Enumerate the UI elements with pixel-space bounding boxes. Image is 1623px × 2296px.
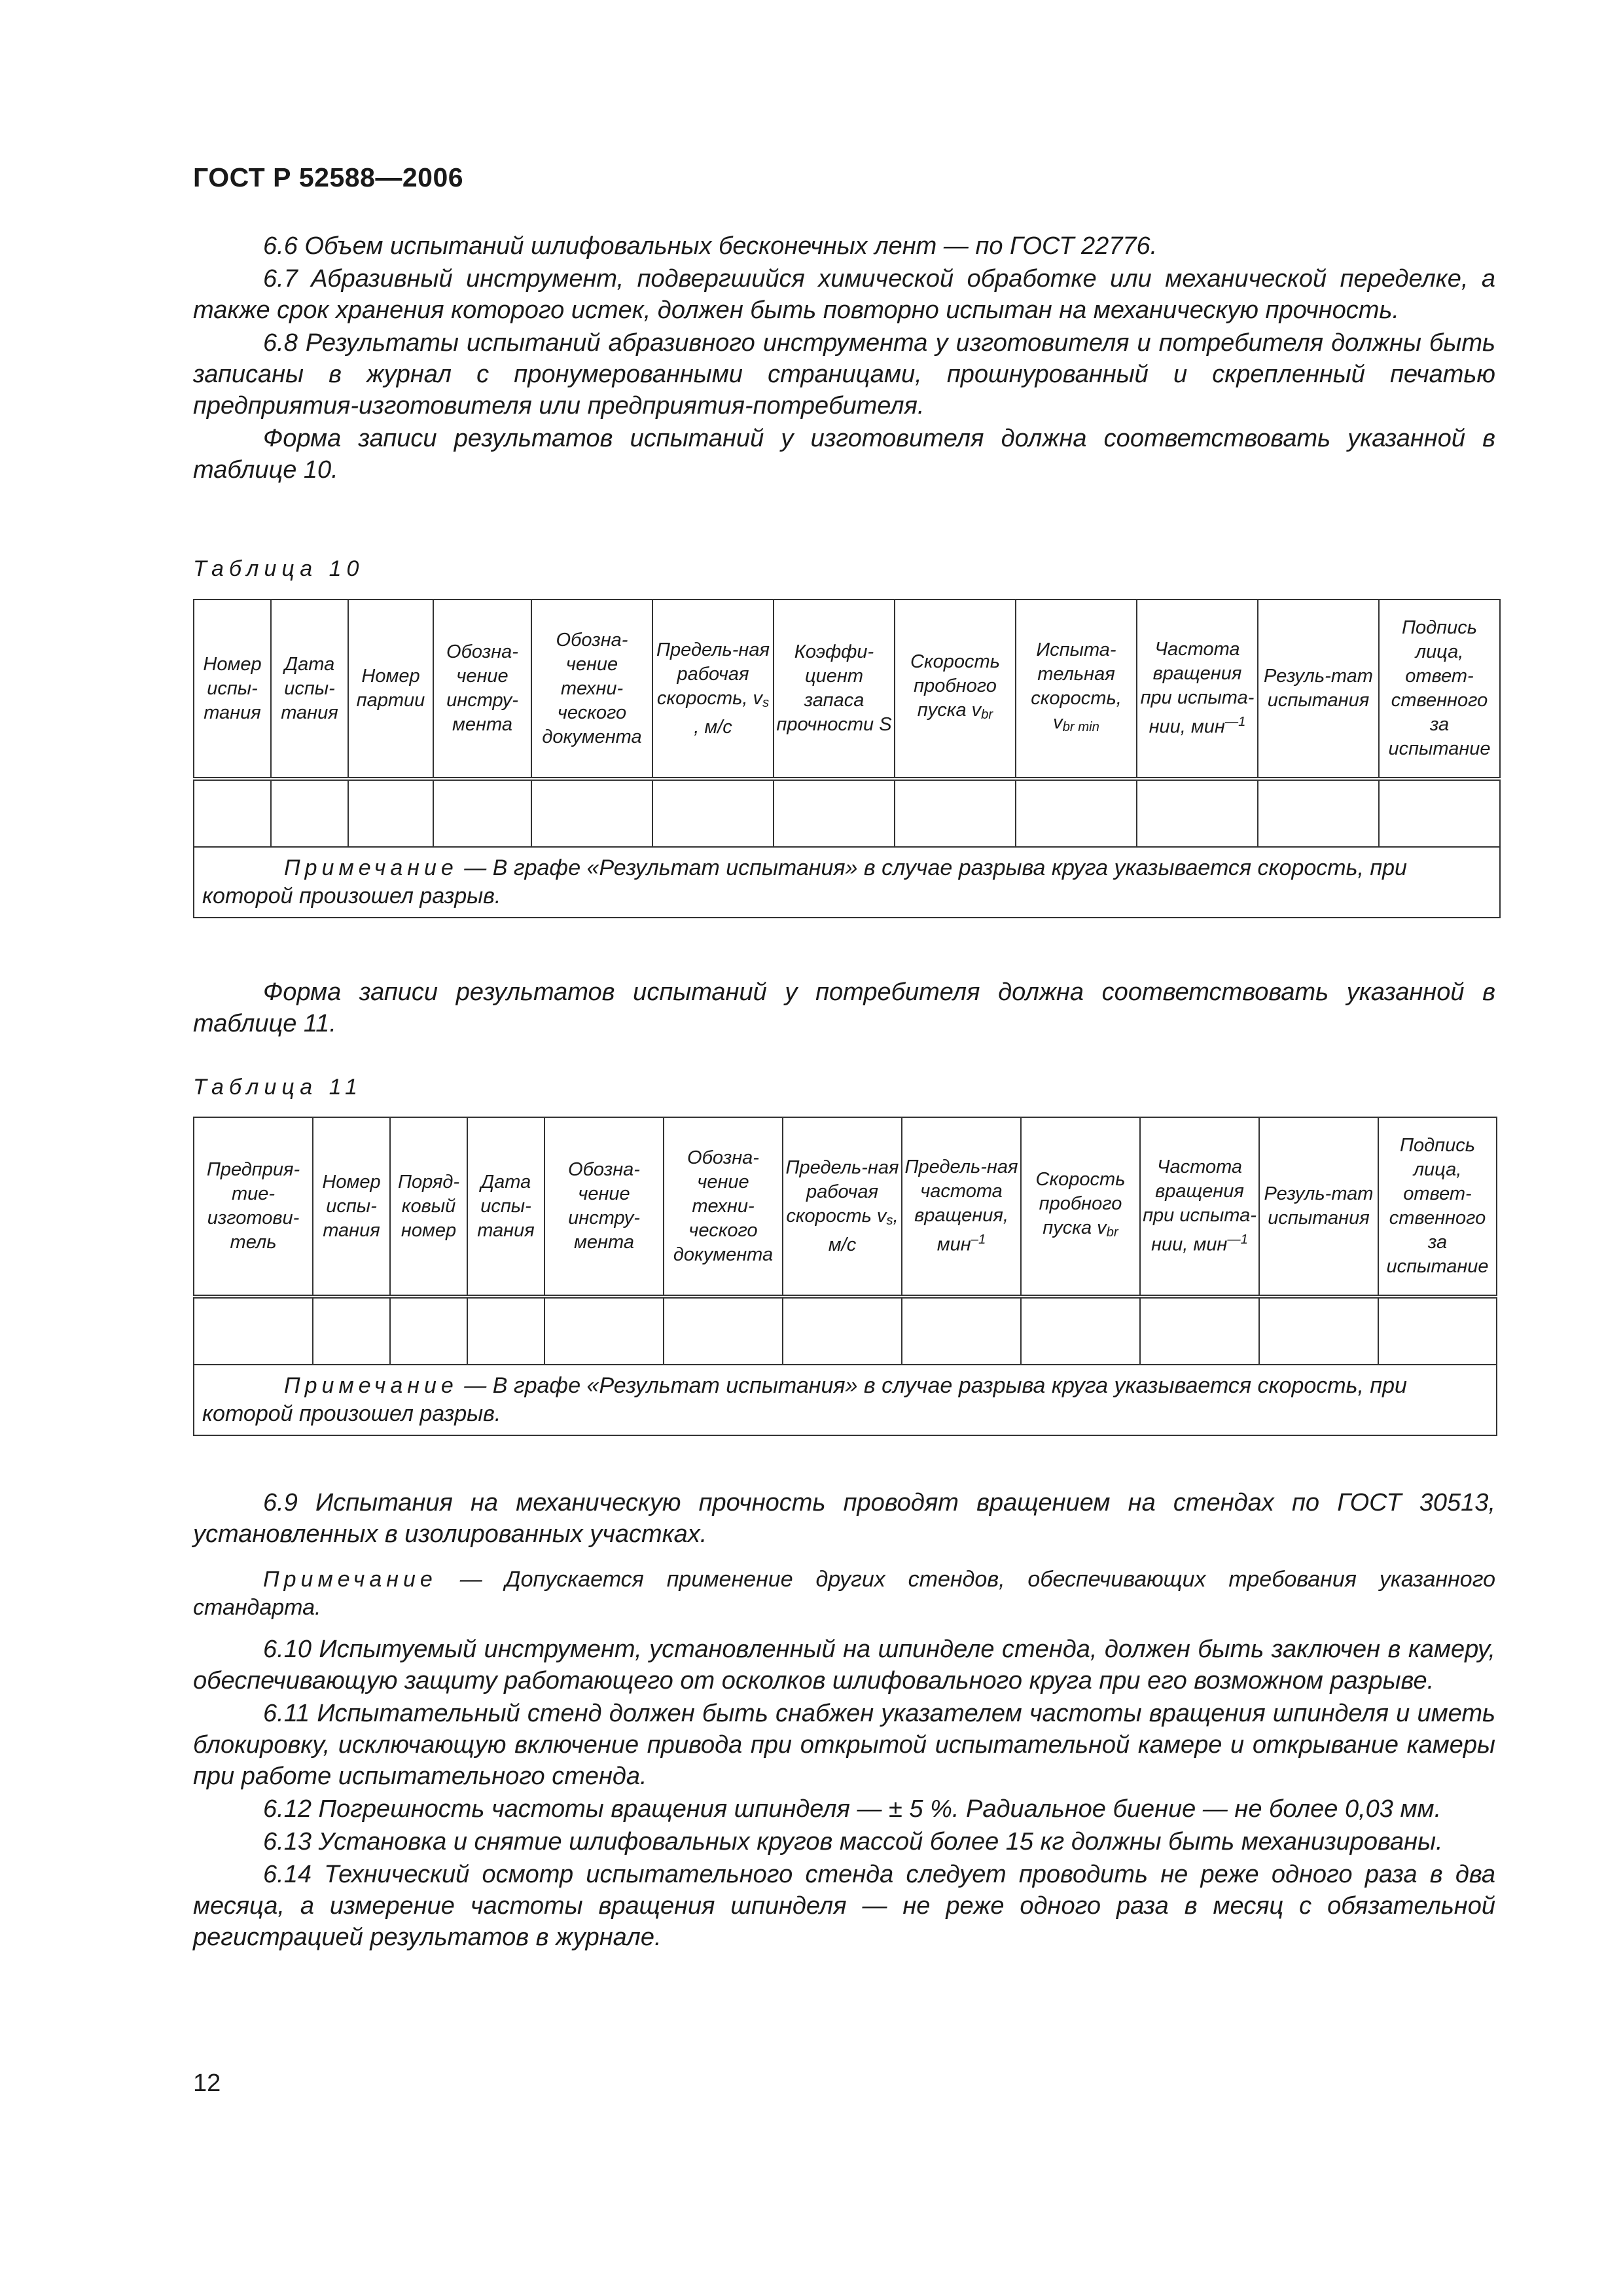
table-11-header-cell: Номер испы-тания xyxy=(313,1117,390,1297)
table-cell xyxy=(1016,779,1137,847)
table-10-header-cell: Частота вращения при испыта-нии, мин$^{—1}$ xyxy=(1137,600,1258,779)
table-11-header-cell: Поряд-ковый номер xyxy=(390,1117,467,1297)
table-10-header-cell: Резуль-тат испытания xyxy=(1258,600,1379,779)
table-10 xyxy=(193,599,1501,918)
table-cell xyxy=(1379,779,1500,847)
table-cell xyxy=(895,779,1016,847)
table-cell xyxy=(652,779,774,847)
table-10-header-cell: Подпись лица, ответ-ственного за испытание xyxy=(1379,600,1500,779)
table-cell xyxy=(194,1297,313,1365)
paragraph-6-14: 6.14 Технический осмотр испытательного стенда следует проводить не реже одного раза в два месяца, а измерение частоты вращения шпинделя — не реже одного раза в месяц с обязательной регистрацией результатов в журнале. xyxy=(193,1861,1495,1951)
table-11-header-cell: Предприя-тие-изготови-тель xyxy=(194,1117,313,1297)
table-cell xyxy=(1258,779,1379,847)
table-11-header-cell: Обозна-чение инстру-мента xyxy=(544,1117,664,1297)
paragraph-6-11: 6.11 Испытательный стенд должен быть снабжен указателем частоты вращения шпинделя и иметь блокировку, исключающую включение привода при открытой испытательной камере и открывание камеры при работе испытательного стенда. xyxy=(193,1700,1495,1790)
table-11-header-cell: Частота вращения при испыта-нии, мин$^{—1}$ xyxy=(1140,1117,1259,1297)
section-middle-text xyxy=(193,977,1495,1041)
table-cell xyxy=(271,779,348,847)
table-10-header-cell: Дата испы-тания xyxy=(271,600,348,779)
table-cell xyxy=(1259,1297,1378,1365)
table-cell xyxy=(467,1297,544,1365)
table-10-header-cell: Испыта-тельная скорость, $v_{br min}$ xyxy=(1016,600,1137,779)
table-cell xyxy=(313,1297,390,1365)
table-10-empty-row xyxy=(194,779,1500,847)
note-label: Примечание xyxy=(284,1373,458,1398)
table-11-header-cell: Подпись лица, ответ-ственного за испытание xyxy=(1378,1117,1497,1297)
paragraph-6-6: 6.6 Объем испытаний шлифовальных бесконечных лент — по ГОСТ 22776. xyxy=(263,232,1158,260)
table-10-header-row xyxy=(194,600,1500,779)
table-10-header-cell: Коэффи-циент запаса прочности S xyxy=(774,600,895,779)
section-bottom-text xyxy=(193,1634,1495,1954)
table-10-header-cell: Предель-ная рабочая скорость, $v_s$ , м/с xyxy=(652,600,774,779)
table-10-header-cell: Обозна-чение техни-ческого документа xyxy=(531,600,652,779)
table-10-note xyxy=(194,847,1500,918)
paragraph-6-8: 6.8 Результаты испытаний абразивного инструмента у изготовителя и потребителя должны быть записаны в журнал с пронумерованными страницами, прошнурованный и скрепленный печатью предприятия-изготовителя или предприятия-потребителя. xyxy=(193,329,1495,420)
paragraph-form-table-11: Форма записи результатов испытаний у потребителя должна соответствовать указанной в таблице 11. xyxy=(193,978,1495,1037)
table-11-header-cell: Резуль-тат испытания xyxy=(1259,1117,1378,1297)
table-cell xyxy=(1137,779,1258,847)
note-6-9-text xyxy=(193,1566,1495,1622)
table-cell xyxy=(390,1297,467,1365)
note-text: — В графе «Результат испытания» в случае разрыва круга указывается скорость, при которой произошел разрыв. xyxy=(202,1373,1407,1426)
table-11-empty-row xyxy=(194,1297,1497,1365)
table-cell xyxy=(433,779,531,847)
table-11-header-cell: Дата испы-тания xyxy=(467,1117,544,1297)
paragraph-6-10: 6.10 Испытуемый инструмент, установленный на шпинделе стенда, должен быть заключен в камеру, обеспечивающую защиту работающего от осколков шлифовального круга при его возможном разрыве. xyxy=(193,1636,1495,1695)
note-label: Примечание xyxy=(263,1567,437,1592)
table-11-note xyxy=(194,1365,1497,1435)
table-10-note-row xyxy=(194,847,1500,918)
table-cell xyxy=(1378,1297,1497,1365)
note-text: — Допускается применение других стендов, обеспечивающих требования указанного стандарта. xyxy=(193,1567,1495,1620)
table-cell xyxy=(783,1297,902,1365)
section-top-text xyxy=(193,230,1495,487)
table-cell xyxy=(531,779,652,847)
table-11-header-cell: Скорость пробного пуска $v_{br}$ xyxy=(1021,1117,1140,1297)
table-10-caption: Таблица 10 xyxy=(193,556,365,581)
paragraph-6-12: 6.12 Погрешность частоты вращения шпинделя — ± 5 %. Радиальное биение — не более 0,03 мм. xyxy=(263,1795,1442,1823)
table-10-header-cell: Скорость пробного пуска $v_{br}$ xyxy=(895,600,1016,779)
paragraph-form-table-10: Форма записи результатов испытаний у изготовителя должна соответствовать указанной в таблице 10. xyxy=(193,425,1495,484)
table-11-caption: Таблица 11 xyxy=(193,1075,363,1100)
note-label: Примечание xyxy=(284,855,458,880)
page-number: 12 xyxy=(193,2070,221,2097)
table-cell xyxy=(902,1297,1021,1365)
table-cell xyxy=(544,1297,664,1365)
paragraph-6-13: 6.13 Установка и снятие шлифовальных кругов массой более 15 кг должны быть механизированы. xyxy=(263,1828,1443,1856)
section-6-9 xyxy=(193,1487,1495,1551)
table-10-header-cell: Номер испы-тания xyxy=(194,600,271,779)
table-11-header-cell: Предель-ная частота вращения, мин$^{-1}$ xyxy=(902,1117,1021,1297)
table-11-header-row xyxy=(194,1117,1497,1297)
table-cell xyxy=(1021,1297,1140,1365)
note-6-9 xyxy=(193,1566,1495,1622)
paragraph-6-7: 6.7 Абразивный инструмент, подвергшийся химической обработке или механической переделке, а также срок хранения которого истек, должен быть повторно испытан на механическую прочность. xyxy=(193,265,1495,324)
table-10-header-cell: Обозна-чение инстру-мента xyxy=(433,600,531,779)
table-cell xyxy=(774,779,895,847)
document-header: ГОСТ Р 52588—2006 xyxy=(193,162,464,192)
paragraph-6-9: 6.9 Испытания на механическую прочность проводят вращением на стендах по ГОСТ 30513, установленных в изолированных участках. xyxy=(193,1489,1495,1548)
table-11-header-cell: Предель-ная рабочая скорость $v_s$, м/с xyxy=(783,1117,902,1297)
table-cell xyxy=(664,1297,783,1365)
table-11 xyxy=(193,1117,1497,1436)
table-cell xyxy=(194,779,271,847)
table-cell xyxy=(348,779,433,847)
table-11-header-cell: Обозна-чение техни-ческого документа xyxy=(664,1117,783,1297)
table-11-note-row xyxy=(194,1365,1497,1435)
note-text: — В графе «Результат испытания» в случае разрыва круга указывается скорость, при которой произошел разрыв. xyxy=(202,855,1407,908)
table-cell xyxy=(1140,1297,1259,1365)
table-10-header-cell: Номер партии xyxy=(348,600,433,779)
